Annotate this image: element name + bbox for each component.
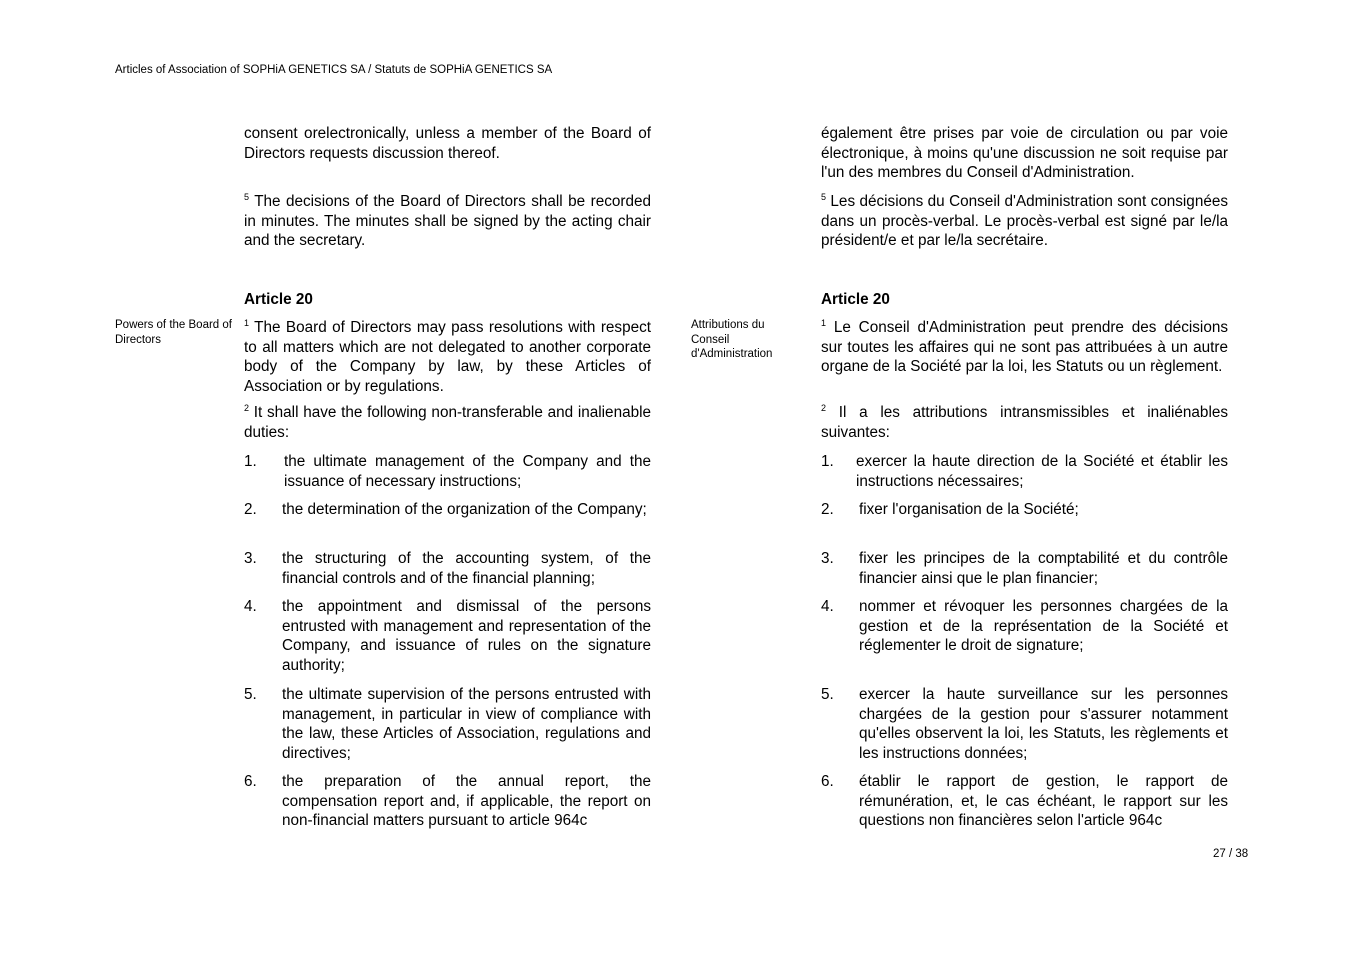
fr-para5-text: Les décisions du Conseil d'Administration sont consignées dans un procès-verbal. Le procès-verbal est signé par le/la président/e et par le/la secrétaire. bbox=[821, 193, 1228, 249]
fr-list-number: 5. bbox=[821, 686, 834, 703]
en-list-number: 6. bbox=[244, 773, 257, 790]
en-list-number: 4. bbox=[244, 598, 257, 615]
page-header: Articles of Association of SOPHiA GENETICS SA / Statuts de SOPHiA GENETICS SA bbox=[115, 64, 553, 76]
en-list-text: the appointment and dismissal of the persons entrusted with management and representation of the Company, and issuance of rules on the signature authority; bbox=[282, 598, 651, 674]
en-para2-text: It shall have the following non-transferable and inalienable duties: bbox=[244, 404, 651, 441]
en-para2-superscript: 2 bbox=[244, 403, 250, 413]
en-margin-note: Powers of the Board of Directors bbox=[115, 319, 232, 346]
en-list-number: 2. bbox=[244, 501, 257, 518]
en-para1-superscript: 1 bbox=[244, 318, 250, 328]
fr-article-heading: Article 20 bbox=[821, 291, 890, 308]
fr-paragraph-5 bbox=[821, 192, 1228, 251]
fr-list-text: nommer et révoquer les personnes chargées de la gestion et de la représentation de la Société et réglementer le droit de signature; bbox=[859, 598, 1228, 654]
en-list-text: the ultimate supervision of the persons entrusted with management, in particular in view of compliance with the law, these Articles of Association, regulations and directives; bbox=[282, 686, 651, 762]
fr-paragraph-2 bbox=[821, 403, 1228, 442]
en-list-text: the ultimate management of the Company and the issuance of necessary instructions; bbox=[284, 453, 651, 490]
fr-paragraph-1 bbox=[821, 318, 1228, 377]
fr-list-text: exercer la haute surveillance sur les personnes chargées de la gestion pour s'assurer notamment qu'elles observent la loi, les Statuts, les règlements et les instructions données; bbox=[859, 686, 1228, 762]
en-para1-text: The Board of Directors may pass resolutions with respect to all matters which are not delegated to another corporate body of the Company by law, by these Articles of Association or by regulations. bbox=[244, 319, 651, 395]
fr-list-text: établir le rapport de gestion, le rapport de rémunération, et, le cas échéant, le rapport sur les questions non financières selon l'article 964c bbox=[859, 773, 1228, 829]
fr-paragraph-continued: également être prises par voie de circulation ou par voie électronique, à moins qu'une discussion ne soit requise par l'un des membres du Conseil d'Administration. bbox=[821, 125, 1228, 181]
en-list-text: the preparation of the annual report, the compensation report and, if applicable, the report on non-financial matters pursuant to article 964c bbox=[282, 773, 651, 829]
fr-list-text: fixer l'organisation de la Société; bbox=[859, 501, 1079, 518]
fr-list-text: fixer les principes de la comptabilité et du contrôle financier ainsi que le plan financier; bbox=[859, 550, 1228, 587]
fr-list-number: 3. bbox=[821, 550, 834, 567]
en-list-number: 1. bbox=[244, 453, 257, 470]
en-paragraph-2 bbox=[244, 403, 651, 442]
fr-list-number: 2. bbox=[821, 501, 834, 518]
page-number: 27 / 38 bbox=[1213, 848, 1249, 860]
en-article-heading: Article 20 bbox=[244, 291, 313, 308]
en-paragraph-1 bbox=[244, 318, 651, 396]
fr-list-number: 1. bbox=[821, 453, 834, 470]
en-list-number: 3. bbox=[244, 550, 257, 567]
en-list-text: the structuring of the accounting system, of the financial controls and of the financial planning; bbox=[282, 550, 651, 587]
fr-para2-superscript: 2 bbox=[821, 403, 827, 413]
en-para5-superscript: 5 bbox=[244, 192, 250, 202]
en-para5-text: The decisions of the Board of Directors shall be recorded in minutes. The minutes shall be signed by the acting chair and the secretary. bbox=[244, 193, 651, 249]
fr-para5-superscript: 5 bbox=[821, 192, 827, 202]
en-paragraph-5 bbox=[244, 192, 651, 251]
en-paragraph-continued: consent orelectronically, unless a member of the Board of Directors requests discussion thereof. bbox=[244, 125, 651, 162]
en-list-text: the determination of the organization of the Company; bbox=[282, 501, 647, 518]
fr-list-text: exercer la haute direction de la Société et établir les instructions nécessaires; bbox=[856, 453, 1228, 490]
fr-para1-superscript: 1 bbox=[821, 318, 827, 328]
fr-list-number: 6. bbox=[821, 773, 834, 790]
fr-para2-text: Il a les attributions intransmissibles et inaliénables suivantes: bbox=[821, 404, 1228, 441]
fr-margin-note: Attributions du Conseil d'Administration bbox=[691, 319, 773, 360]
fr-list-number: 4. bbox=[821, 598, 834, 615]
en-list-number: 5. bbox=[244, 686, 257, 703]
fr-para1-text: Le Conseil d'Administration peut prendre des décisions sur toutes les affaires qui ne sont pas attribuées à un autre organe de la Société par la loi, les Statuts ou un règlement. bbox=[821, 319, 1228, 375]
